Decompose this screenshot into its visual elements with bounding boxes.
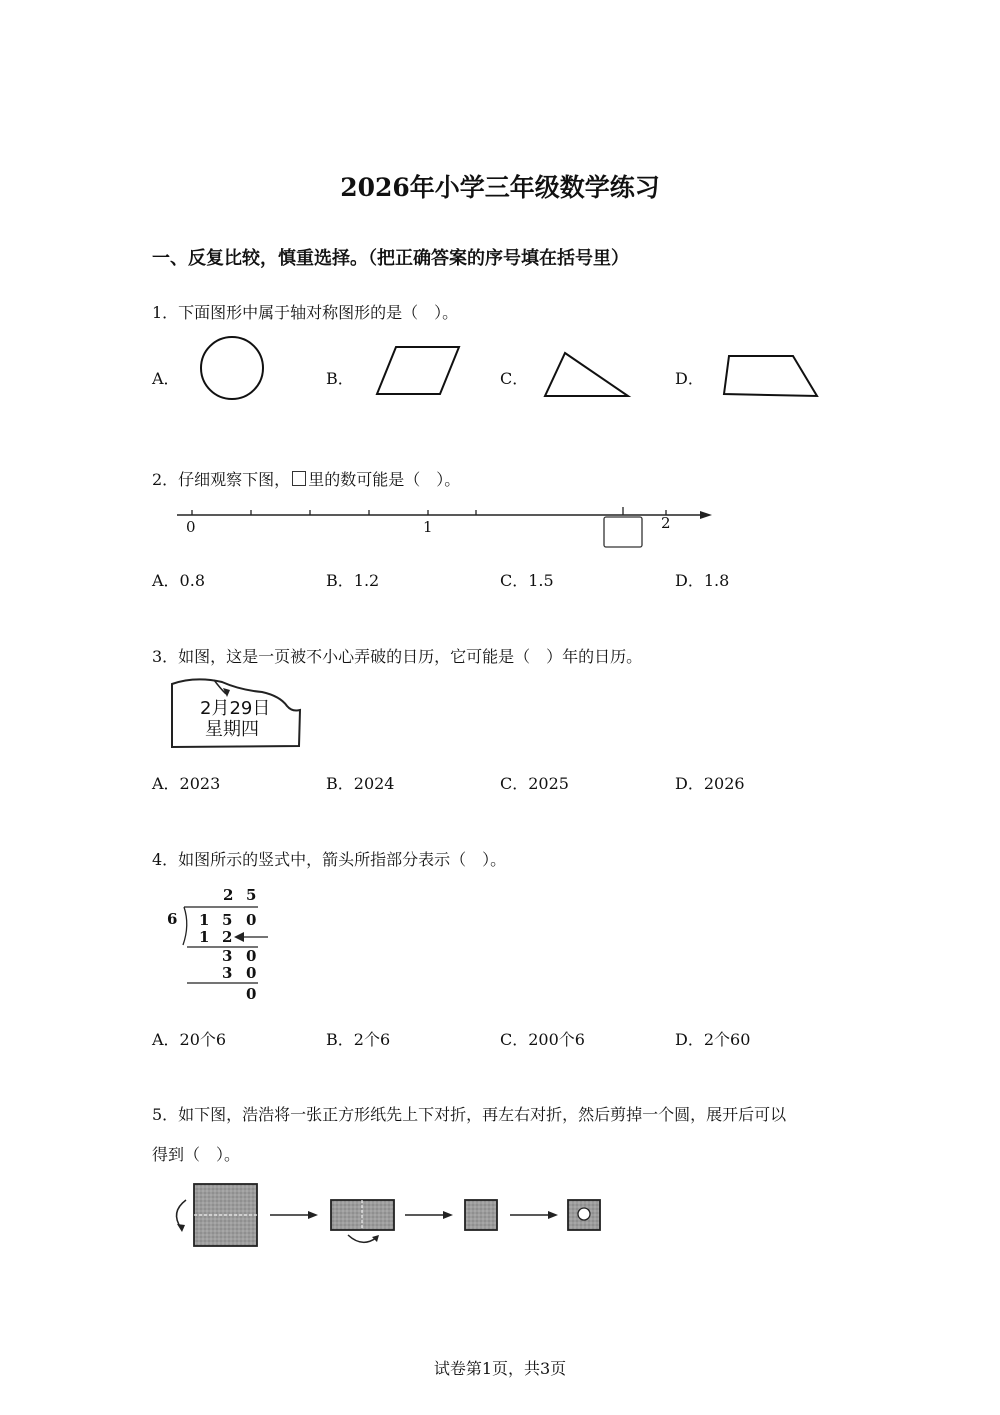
q3-option-c: C．2025: [500, 774, 569, 793]
number-line-label-0: 0: [186, 518, 196, 536]
step2-digit-1: 3: [222, 947, 233, 965]
q1-option-b: B．: [326, 369, 354, 388]
q2-option-d: D．1.8: [675, 571, 730, 590]
arrow-right-icon: [548, 1211, 558, 1219]
quotient-tens: 2: [223, 886, 234, 904]
page-footer: 试卷第1页，共3页: [433, 1359, 567, 1378]
step2-digit-2: 0: [246, 947, 257, 965]
calendar-date: 2月29日: [200, 698, 271, 719]
question-5-stem-line2: 得到（ ）。: [152, 1145, 241, 1164]
remainder: 0: [246, 985, 257, 1003]
q4-option-c: C．200个6: [500, 1030, 585, 1049]
q3-option-a: A．2023: [152, 774, 221, 793]
divisor: 6: [167, 910, 178, 928]
q4-option-b: B．2个6: [326, 1030, 391, 1049]
q1-option-d: D．: [675, 369, 704, 388]
q3-option-b: B．2024: [326, 774, 395, 793]
cut-circle-hole: [578, 1208, 590, 1220]
page-title: 2026年小学三年级数学练习: [340, 173, 660, 202]
dividend-tens: 5: [222, 911, 233, 929]
question-1-stem: 1．下面图形中属于轴对称图形的是（ ）。: [152, 303, 459, 322]
number-line-label-1: 1: [423, 518, 433, 536]
arrow-right-icon: [308, 1211, 318, 1219]
q4-option-d: D．2个60: [675, 1030, 751, 1049]
question-4-stem: 4．如图所示的竖式中，箭头所指部分表示（ ）。: [152, 850, 507, 869]
q2-option-a: A．0.8: [152, 571, 206, 590]
q2-stem-start: 2．仔细观察下图，: [152, 470, 291, 489]
dividend-ones: 0: [246, 911, 257, 929]
dividend-hundreds: 1: [199, 911, 210, 929]
arrow-right-icon: [443, 1211, 453, 1219]
step3-digit-1: 3: [222, 964, 233, 982]
q1-option-a: A．: [152, 369, 180, 388]
step1-digit-2: 2: [222, 928, 233, 946]
q4-option-a: A．20个6: [152, 1030, 227, 1049]
q2-option-b: B．1.2: [326, 571, 380, 590]
fold-left-right-arrow-icon: [348, 1235, 376, 1242]
number-line-label-2: 2: [661, 514, 671, 532]
section-heading: 一、反复比较，慎重选择。（把正确答案的序号填在括号里）: [152, 248, 629, 269]
quotient-ones: 5: [246, 886, 257, 904]
question-3-stem: 3．如图，这是一页被不小心弄破的日历，它可能是（ ）年的日历。: [152, 647, 643, 666]
step1-digit-1: 1: [199, 928, 210, 946]
q2-stem-end: 里的数可能是（ ）。: [308, 470, 461, 489]
calendar-weekday: 星期四: [205, 719, 259, 740]
fold-up-down-arrow-icon: [177, 1200, 186, 1228]
quarter-folded-paper: [465, 1200, 497, 1230]
q2-option-c: C．1.5: [500, 571, 554, 590]
step3-digit-2: 0: [246, 964, 257, 982]
q3-option-d: D．2026: [675, 774, 745, 793]
q1-option-c: C．: [500, 369, 529, 388]
question-5-stem-line1: 5．如下图，浩浩将一张正方形纸先上下对折，再左右对折，然后剪掉一个圆，展开后可以: [152, 1105, 787, 1124]
